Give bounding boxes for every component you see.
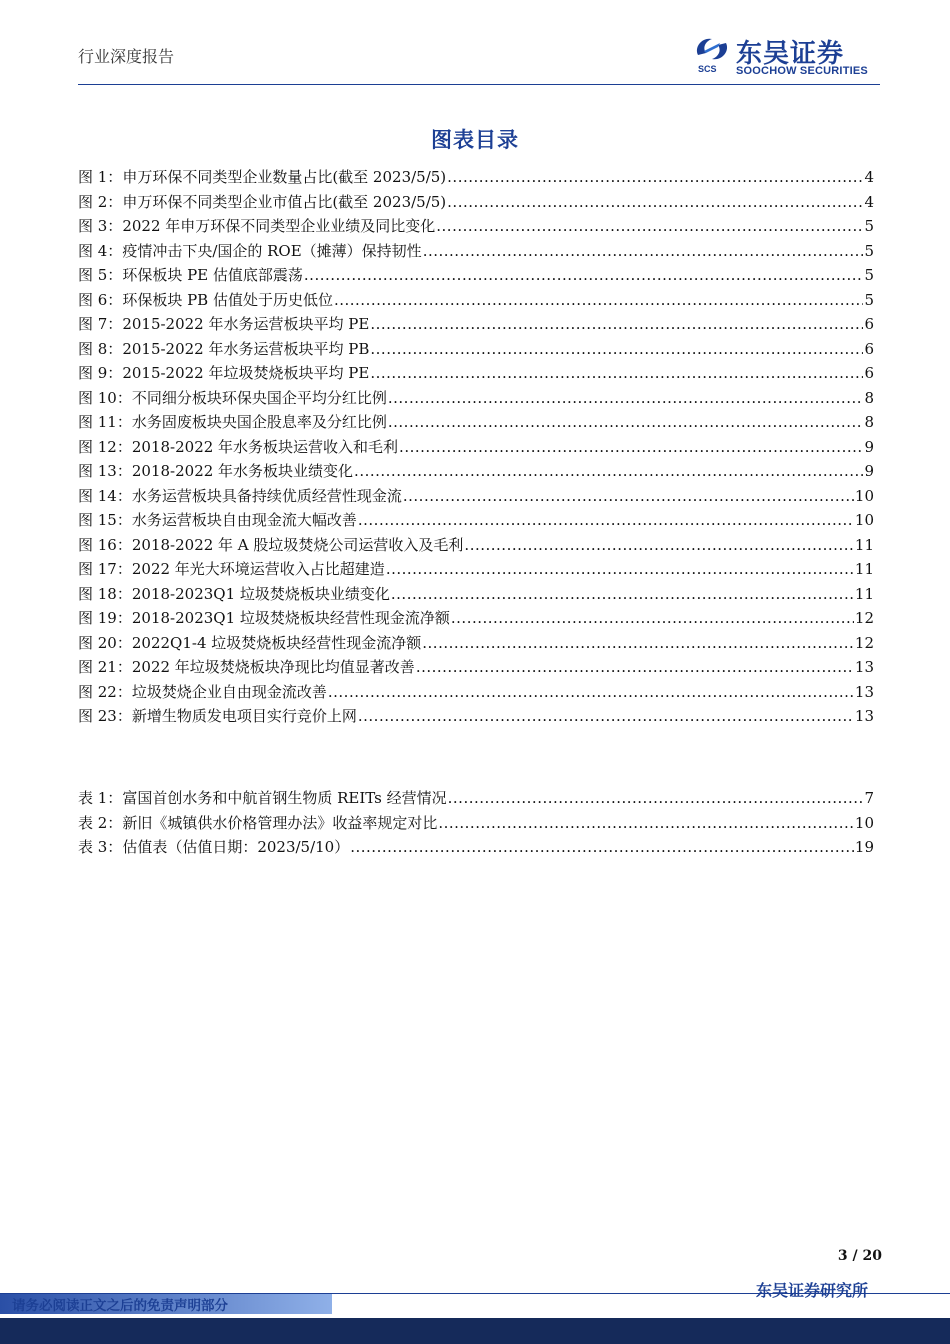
dot-leader: [436, 217, 863, 235]
entry-title: 2018-2022 年水务板块业绩变化: [131, 462, 354, 480]
figure-entry[interactable]: [78, 338, 874, 363]
entry-title: 不同细分板块环保央国企平均分红比例: [131, 388, 387, 407]
dot-leader: [350, 838, 854, 856]
entry-label: 图 20：: [78, 633, 132, 652]
entry-label: 图 6：: [78, 290, 123, 309]
entry-page-number: 13: [854, 707, 874, 725]
entry-label: 图 22：: [78, 682, 132, 701]
entry-page-number: 5: [864, 266, 874, 284]
entry-title: 富国首创水务和中航首钢生物质 REITs 经营情况: [122, 789, 447, 807]
entry-title: 2015-2022 年垃圾焚烧板块平均 PE: [122, 364, 370, 382]
entry-title: 环保板块 PE 估值底部震荡: [122, 266, 303, 284]
dot-leader: [464, 536, 853, 554]
dot-leader: [447, 168, 863, 186]
dot-leader: [399, 438, 863, 456]
dot-leader: [388, 389, 864, 407]
dot-leader: [448, 789, 864, 807]
figure-entry[interactable]: [78, 705, 874, 730]
figure-entry[interactable]: [78, 411, 874, 436]
entry-title: 2018-2022 年 A 股垃圾焚烧公司运营收入及毛利: [131, 535, 464, 554]
entry-label: 图 13：: [78, 462, 132, 480]
entry-title: 估值表（估值日期：2023/5/10）: [122, 838, 350, 856]
figure-entry[interactable]: [78, 289, 874, 314]
figure-entry[interactable]: [78, 509, 874, 534]
entry-title: 2022Q1-4 垃圾焚烧板块经营性现金流净额: [131, 633, 422, 652]
entry-page-number: 4: [864, 168, 874, 186]
entry-page-number: 5: [864, 290, 874, 309]
figure-entry[interactable]: [78, 632, 874, 657]
entry-label: 图 15：: [78, 511, 132, 529]
entry-label: 表 2：: [78, 813, 123, 832]
entry-label: 图 3：: [78, 217, 123, 235]
logo-chinese-name: 东吴证券: [736, 39, 845, 69]
entry-label: 图 12：: [78, 437, 132, 456]
figure-entry[interactable]: [78, 264, 874, 289]
entry-page-number: 6: [864, 315, 874, 333]
figure-entry[interactable]: [78, 436, 874, 461]
figure-entry[interactable]: [78, 681, 874, 706]
dot-leader: [386, 560, 854, 578]
toc-title: 图表目录: [431, 128, 519, 152]
entry-page-number: 13: [854, 682, 874, 701]
entry-page-number: 6: [864, 364, 874, 382]
entry-label: 图 2：: [78, 192, 123, 211]
entry-label: 图 19：: [78, 609, 132, 627]
dot-leader: [334, 291, 863, 309]
footer-band: [0, 1318, 950, 1344]
entry-label: 图 11：: [78, 413, 132, 431]
figure-entry[interactable]: [78, 166, 874, 191]
entry-title: 2018-2023Q1 垃圾焚烧板块业绩变化: [131, 584, 390, 603]
dot-leader: [370, 340, 863, 358]
dot-leader: [447, 193, 863, 211]
entry-page-number: 5: [864, 217, 874, 235]
dot-leader: [438, 814, 854, 832]
figure-entry[interactable]: [78, 607, 874, 632]
table-entry[interactable]: [78, 812, 874, 837]
entry-page-number: 11: [854, 560, 874, 578]
entry-title: 2018-2022 年水务板块运营收入和毛利: [131, 437, 399, 456]
table-entry[interactable]: [78, 836, 874, 861]
entry-page-number: 12: [854, 609, 874, 627]
entry-label: 图 14：: [78, 486, 132, 505]
figure-entry[interactable]: [78, 534, 874, 559]
entry-page-number: 10: [854, 511, 874, 529]
entry-page-number: 12: [854, 633, 874, 652]
dot-leader: [370, 315, 863, 333]
dot-leader: [328, 683, 854, 701]
entry-title: 2015-2022 年水务运营板块平均 PB: [122, 339, 370, 358]
header-divider: [78, 84, 880, 85]
disclaimer-text: 请务必阅读正文之后的免责声明部分: [12, 1298, 228, 1314]
dot-leader: [354, 462, 863, 480]
scs-logo-icon: [692, 33, 732, 65]
figure-entry[interactable]: [78, 240, 874, 265]
entry-label: 图 23：: [78, 707, 132, 725]
entry-title: 新增生物质发电项目实行竞价上网: [131, 707, 357, 725]
entry-title: 疫情冲击下央/国企的 ROE（摊薄）保持韧性: [122, 241, 422, 260]
figure-entry[interactable]: [78, 191, 874, 216]
entry-label: 图 5：: [78, 266, 123, 284]
dot-leader: [388, 413, 864, 431]
entry-page-number: 9: [864, 462, 874, 480]
dot-leader: [403, 487, 854, 505]
entry-page-number: 10: [854, 813, 874, 832]
figure-list: [78, 166, 874, 730]
entry-page-number: 10: [854, 486, 874, 505]
dot-leader: [358, 511, 854, 529]
entry-page-number: 8: [864, 413, 874, 431]
entry-label: 图 18：: [78, 584, 132, 603]
dot-leader: [370, 364, 863, 382]
entry-title: 申万环保不同类型企业市值占比(截至 2023/5/5): [122, 192, 447, 211]
logo-english-name: SOOCHOW SECURITIES: [736, 65, 868, 77]
entry-label: 图 4：: [78, 241, 123, 260]
entry-title: 水务固废板块央国企股息率及分红比例: [131, 413, 387, 431]
entry-label: 表 1：: [78, 789, 123, 807]
dot-leader: [304, 266, 864, 284]
figure-entry[interactable]: [78, 362, 874, 387]
entry-page-number: 11: [854, 535, 874, 554]
dot-leader: [423, 242, 864, 260]
entry-title: 2022 年垃圾焚烧板块净现比均值显著改善: [131, 658, 415, 676]
entry-title: 2018-2023Q1 垃圾焚烧板块经营性现金流净额: [131, 609, 450, 627]
entry-page-number: 5: [864, 241, 874, 260]
entry-label: 图 1：: [78, 168, 123, 186]
figure-entry[interactable]: [78, 460, 874, 485]
entry-label: 图 9：: [78, 364, 123, 382]
entry-label: 图 21：: [78, 658, 132, 676]
dot-leader: [416, 658, 854, 676]
entry-label: 图 8：: [78, 339, 123, 358]
logo-abbr: SCS: [698, 64, 717, 74]
entry-title: 垃圾焚烧企业自由现金流改善: [131, 682, 327, 701]
entry-label: 图 17：: [78, 560, 132, 578]
entry-title: 新旧《城镇供水价格管理办法》收益率规定对比: [122, 813, 438, 832]
soochow-securities-logo: [692, 33, 882, 79]
figure-entry[interactable]: [78, 558, 874, 583]
entry-title: 水务运营板块自由现金流大幅改善: [131, 511, 357, 529]
table-entry[interactable]: [78, 787, 874, 812]
report-type-label: 行业深度报告: [78, 47, 175, 66]
entry-page-number: 13: [854, 658, 874, 676]
entry-label: 图 16：: [78, 535, 132, 554]
entry-page-number: 4: [864, 192, 874, 211]
figure-entry[interactable]: [78, 215, 874, 240]
entry-page-number: 19: [854, 838, 874, 856]
entry-page-number: 8: [864, 388, 874, 407]
dot-leader: [358, 707, 854, 725]
entry-title: 环保板块 PB 估值处于历史低位: [122, 290, 333, 309]
entry-label: 图 7：: [78, 315, 123, 333]
table-list: [78, 787, 874, 861]
figure-entry[interactable]: [78, 387, 874, 412]
dot-leader: [391, 585, 854, 603]
entry-title: 2015-2022 年水务运营板块平均 PE: [122, 315, 370, 333]
entry-label: 表 3：: [78, 838, 123, 856]
entry-title: 申万环保不同类型企业数量占比(截至 2023/5/5): [122, 168, 447, 186]
dot-leader: [422, 634, 854, 652]
company-name: 东吴证券研究所: [755, 1281, 868, 1300]
entry-title: 水务运营板块具备持续优质经营性现金流: [131, 486, 402, 505]
figure-entry[interactable]: [78, 485, 874, 510]
entry-page-number: 7: [864, 789, 874, 807]
figure-entry[interactable]: [78, 313, 874, 338]
entry-title: 2022 年光大环境运营收入占比超建造: [131, 560, 385, 578]
page-number: 3 / 20: [837, 1248, 882, 1264]
figure-entry[interactable]: [78, 583, 874, 608]
entry-page-number: 6: [864, 339, 874, 358]
entry-page-number: 11: [854, 584, 874, 603]
dot-leader: [451, 609, 854, 627]
entry-label: 图 10：: [78, 388, 132, 407]
entry-title: 2022 年申万环保不同类型企业业绩及同比变化: [122, 217, 436, 235]
figure-entry[interactable]: [78, 656, 874, 681]
entry-page-number: 9: [864, 437, 874, 456]
